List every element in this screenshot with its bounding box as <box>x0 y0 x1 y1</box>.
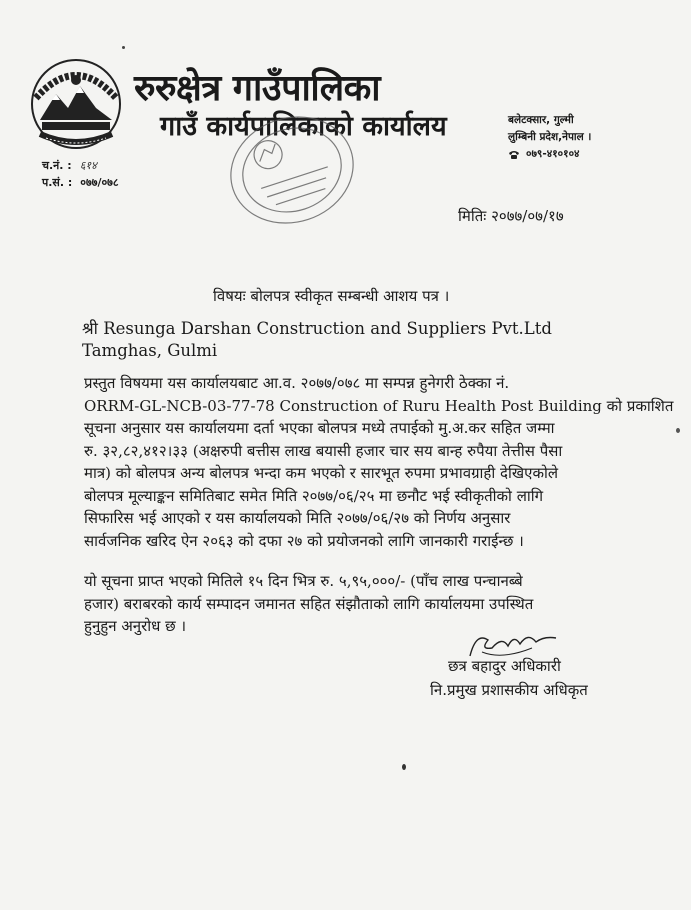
nepal-emblem-logo <box>26 58 126 150</box>
dispatch-number: ६१४ <box>79 159 97 172</box>
paragraph-line: रु. ३२,८२,४१२।३३ (अक्षरुपी बत्तीस लाख बयासी हजार चार सय बान्ह रुपैया तेत्तीस पैसा <box>84 441 563 460</box>
paragraph-line: ORRM-GL-NCB-03-77-78 Construction of Ruru Health Post Building को प्रकाशित <box>84 396 674 415</box>
address-line: बलेटक्सार, गुल्मी <box>508 114 574 126</box>
signatory-block <box>430 654 588 702</box>
signatory-name: छत्र बहादुर अधिकारी <box>448 657 561 675</box>
reference-numbers <box>42 157 119 191</box>
paragraph-line: सूचना अनुसार यस कार्यालयमा दर्ता भएका बोलपत्र मध्ये तपाईको मु.अ.कर सहित जम्मा <box>84 419 555 437</box>
paragraph-line: सार्वजनिक खरिद ऐन २०६३ को दफा २७ को प्रयोजनको लागि जानकारी गराईन्छ । <box>84 531 524 550</box>
paragraph-line: हजार) बराबरको कार्य सम्पादन जमानत सहित संझौताको लागि कार्यालयमा उपस्थित <box>84 594 534 613</box>
phone-number: ०७९-४१०१०४ <box>526 148 580 160</box>
paragraph-line: सिफारिस भई आएको र यस कार्यालयको मिति २०७७/०६/२७ को निर्णय अनुसार <box>84 509 511 527</box>
paragraph-line: बोलपत्र मूल्याङ्कन समितिबाट समेत मिति २०७७/०६/२५ मा छनौट भई स्वीकृतीको लागि <box>84 486 544 505</box>
phone-row <box>508 146 591 163</box>
signatory-designation: नि.प्रमुख प्रशासकीय अधिकृत <box>430 681 588 699</box>
letter-date <box>458 206 564 226</box>
paragraph-line: यो सूचना प्राप्त भएको मितिले १५ दिन भित्र रु. ५,९५,०००/- (पाँच लाख पन्चानब्बे <box>84 572 523 590</box>
recipient-block <box>82 318 552 362</box>
office-title: गाउँ कार्यपालिकाको कार्यालय <box>160 111 447 142</box>
ink-speck <box>676 428 680 433</box>
ink-speck <box>402 764 406 770</box>
recipient-address: Tamghas, Gulmi <box>82 341 218 360</box>
paragraph-line: प्रस्तुत विषयमा यस कार्यालयबाट आ.व. २०७७/०७८ मा सम्पन्न हुनेगरी ठेक्का नं. <box>84 374 510 392</box>
office-stamp <box>222 108 362 233</box>
letter-number: ०७७/०७८ <box>80 176 119 189</box>
recipient-name: श्री Resunga Darshan Construction and Suppliers Pvt.Ltd <box>82 319 552 338</box>
date-value: २०७७/०७/१७ <box>491 207 564 225</box>
address-line: लुम्बिनी प्रदेश,नेपाल । <box>508 131 592 143</box>
paragraph-line: हुनुहुन अनुरोध छ । <box>84 617 187 635</box>
telephone-icon <box>508 150 520 160</box>
paragraph-line: मात्र) को बोलपत्र अन्य बोलपत्र भन्दा कम भएको र सारभूत रुपमा प्रभावग्राही देखिएकोले <box>84 464 559 482</box>
dispatch-label: च.नं. : <box>42 159 72 172</box>
body-paragraph-1 <box>84 372 674 552</box>
ink-speck <box>122 46 125 49</box>
letter-subject: विषयः बोलपत्र स्वीकृत सम्बन्धी आशय पत्र । <box>213 287 450 305</box>
date-label: मितिः <box>458 207 487 225</box>
municipality-title: रुरुक्षेत्र गाउँपालिका <box>134 68 381 109</box>
office-address-block <box>508 112 591 163</box>
letter-label: प.सं. : <box>42 176 73 189</box>
